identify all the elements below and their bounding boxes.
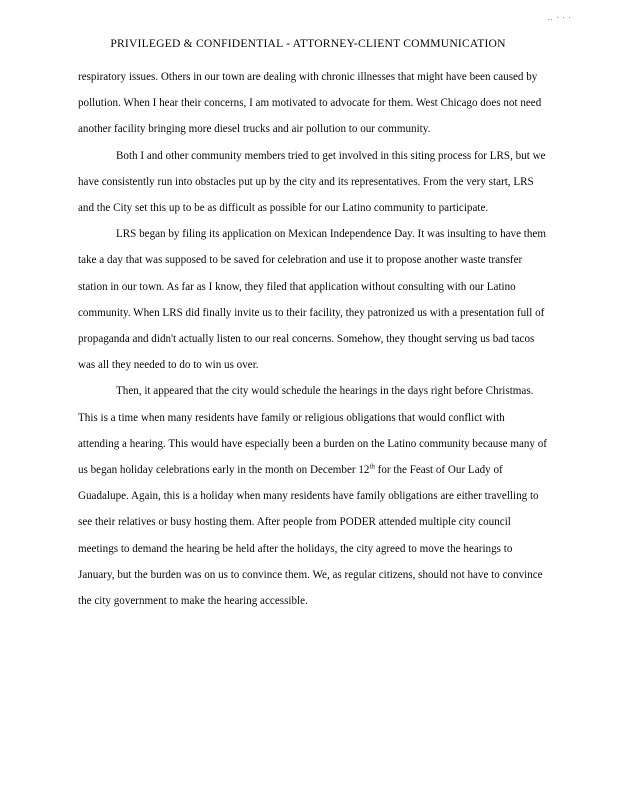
body-text [78, 64, 547, 614]
paragraph-continuation: respiratory issues. Others in our town are dealing with chronic illnesses that might have been caused by pollution. When I hear their concerns, I am motivated to advocate for them. West Chicago does not need another facility bringing more diesel trucks and air pollution to our community. [78, 71, 542, 136]
paragraph-hearing-schedule [78, 378, 547, 614]
corner-mark: .. · · · [548, 14, 572, 22]
paragraph-lrs-application: LRS began by filing its application on Mexican Independence Day. It was insulting to have them take a day that was supposed to be saved for celebration and use it to propose another waste transfer station in our town. As far as I know, they filed that application without consulting with our Latino community. When LRS did finally invite us to their facility, they patronized us with a presentation full of propaganda and didn't actually listen to our real concerns. Somehow, they thought serving us bad tacos was all they needed to do to win us over. [78, 228, 546, 372]
paragraph-siting-process: Both I and other community members tried to get involved in this siting process for LRS, but we have consistently run into obstacles put up by the city and its representatives. From the very start, LRS and the City set this up to be as difficult as possible for our Latino community to participate. [78, 149, 546, 215]
ordinal-suffix: th [369, 462, 375, 471]
paragraph-text-part-2: for the Feast of Our Lady of Guadalupe. Again, this is a holiday when many residents have family obligations are either travelling to see their relatives or busy hosting them. After people from PODER attended multiple city council meetings to demand the hearing be held after the holidays, the city agreed to move the hearings to January, but the burden was on us to convince them. We, as regular citizens, should not have to convince the city government to make the hearing accessible. [78, 464, 543, 608]
paragraph-text-part-1: Then, it appeared that the city would schedule the hearings in the days right before Christmas. This is a time when many residents have family or religious obligations that would conflict with attending a hearing. This would have especially been a burden on the Latino community because many of us began holiday celebrations early in the month on December 12 [78, 385, 547, 477]
confidentiality-header: PRIVILEGED & CONFIDENTIAL - ATTORNEY-CLIENT COMMUNICATION [110, 37, 506, 50]
